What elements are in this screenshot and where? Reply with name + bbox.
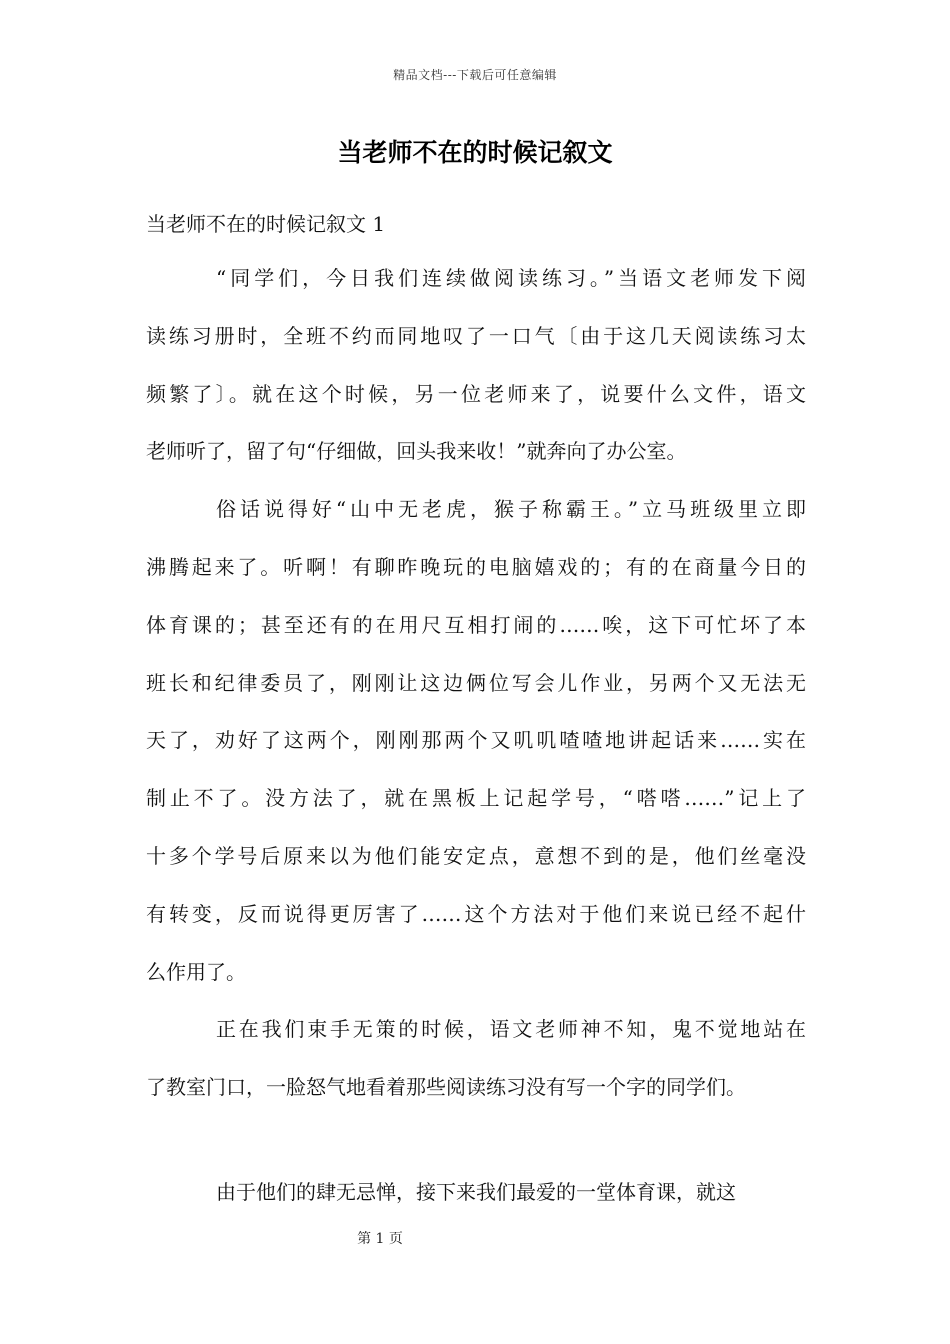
paragraph-line: 正在我们束手无策的时候，语文老师神不知，鬼不觉地站在 <box>216 1017 806 1042</box>
paragraph-line: 制止不了。没方法了，就在黑板上记起学号，“嗒嗒……”记上了 <box>146 786 806 811</box>
paragraph-gap <box>146 1125 806 1172</box>
paragraph-line: 体育课的；甚至还有的在用尺互相打闹的……唉，这下可忙坏了本 <box>146 612 806 637</box>
page-number: 第 1 页 <box>357 1231 403 1247</box>
section-subtitle: 当老师不在的时候记叙文 1 <box>146 212 386 236</box>
paragraph-line: 老师听了，留了句“仔细做，回头我来收！”就奔向了办公室。 <box>146 439 687 464</box>
page-header: 精品文档---下载后可任意编辑 <box>393 68 557 82</box>
paragraph-line: “同学们，今日我们连续做阅读练习。”当语文老师发下阅 <box>216 266 806 290</box>
paragraph-line: 么作用了。 <box>146 959 246 984</box>
paragraph-line: 天了，劝好了这两个，刚刚那两个又叽叽喳喳地讲起话来……实在 <box>146 728 806 753</box>
paragraph-line: 了教室门口，一脸怒气地看着那些阅读练习没有写一个字的同学们。 <box>146 1075 746 1100</box>
body-text <box>146 258 806 1230</box>
paragraph-line: 十多个学号后原来以为他们能安定点，意想不到的是，他们丝毫没 <box>146 843 806 868</box>
paragraph-line: 俗话说得好“山中无老虎，猴子称霸王。”立马班级里立即 <box>216 497 806 522</box>
paragraph-line: 读练习册时，全班不约而同地叹了一口气〔由于这几天阅读练习太 <box>146 323 806 348</box>
paragraph-line: 沸腾起来了。听啊！有聊昨晚玩的电脑嬉戏的；有的在商量今日的 <box>146 554 806 579</box>
paragraph-line: 由于他们的肆无忌惮，接下来我们最爱的一堂体育课，就这 <box>216 1179 736 1204</box>
paragraph-line: 有转变，反而说得更厉害了……这个方法对于他们来说已经不起什 <box>146 901 806 926</box>
document-title: 当老师不在的时候记叙文 <box>337 138 613 167</box>
paragraph-line: 班长和纪律委员了，刚刚让这边俩位写会儿作业，另两个又无法无 <box>146 670 806 695</box>
paragraph-line: 频繁了〕。就在这个时候，另一位老师来了，说要什么文件，语文 <box>146 381 806 406</box>
